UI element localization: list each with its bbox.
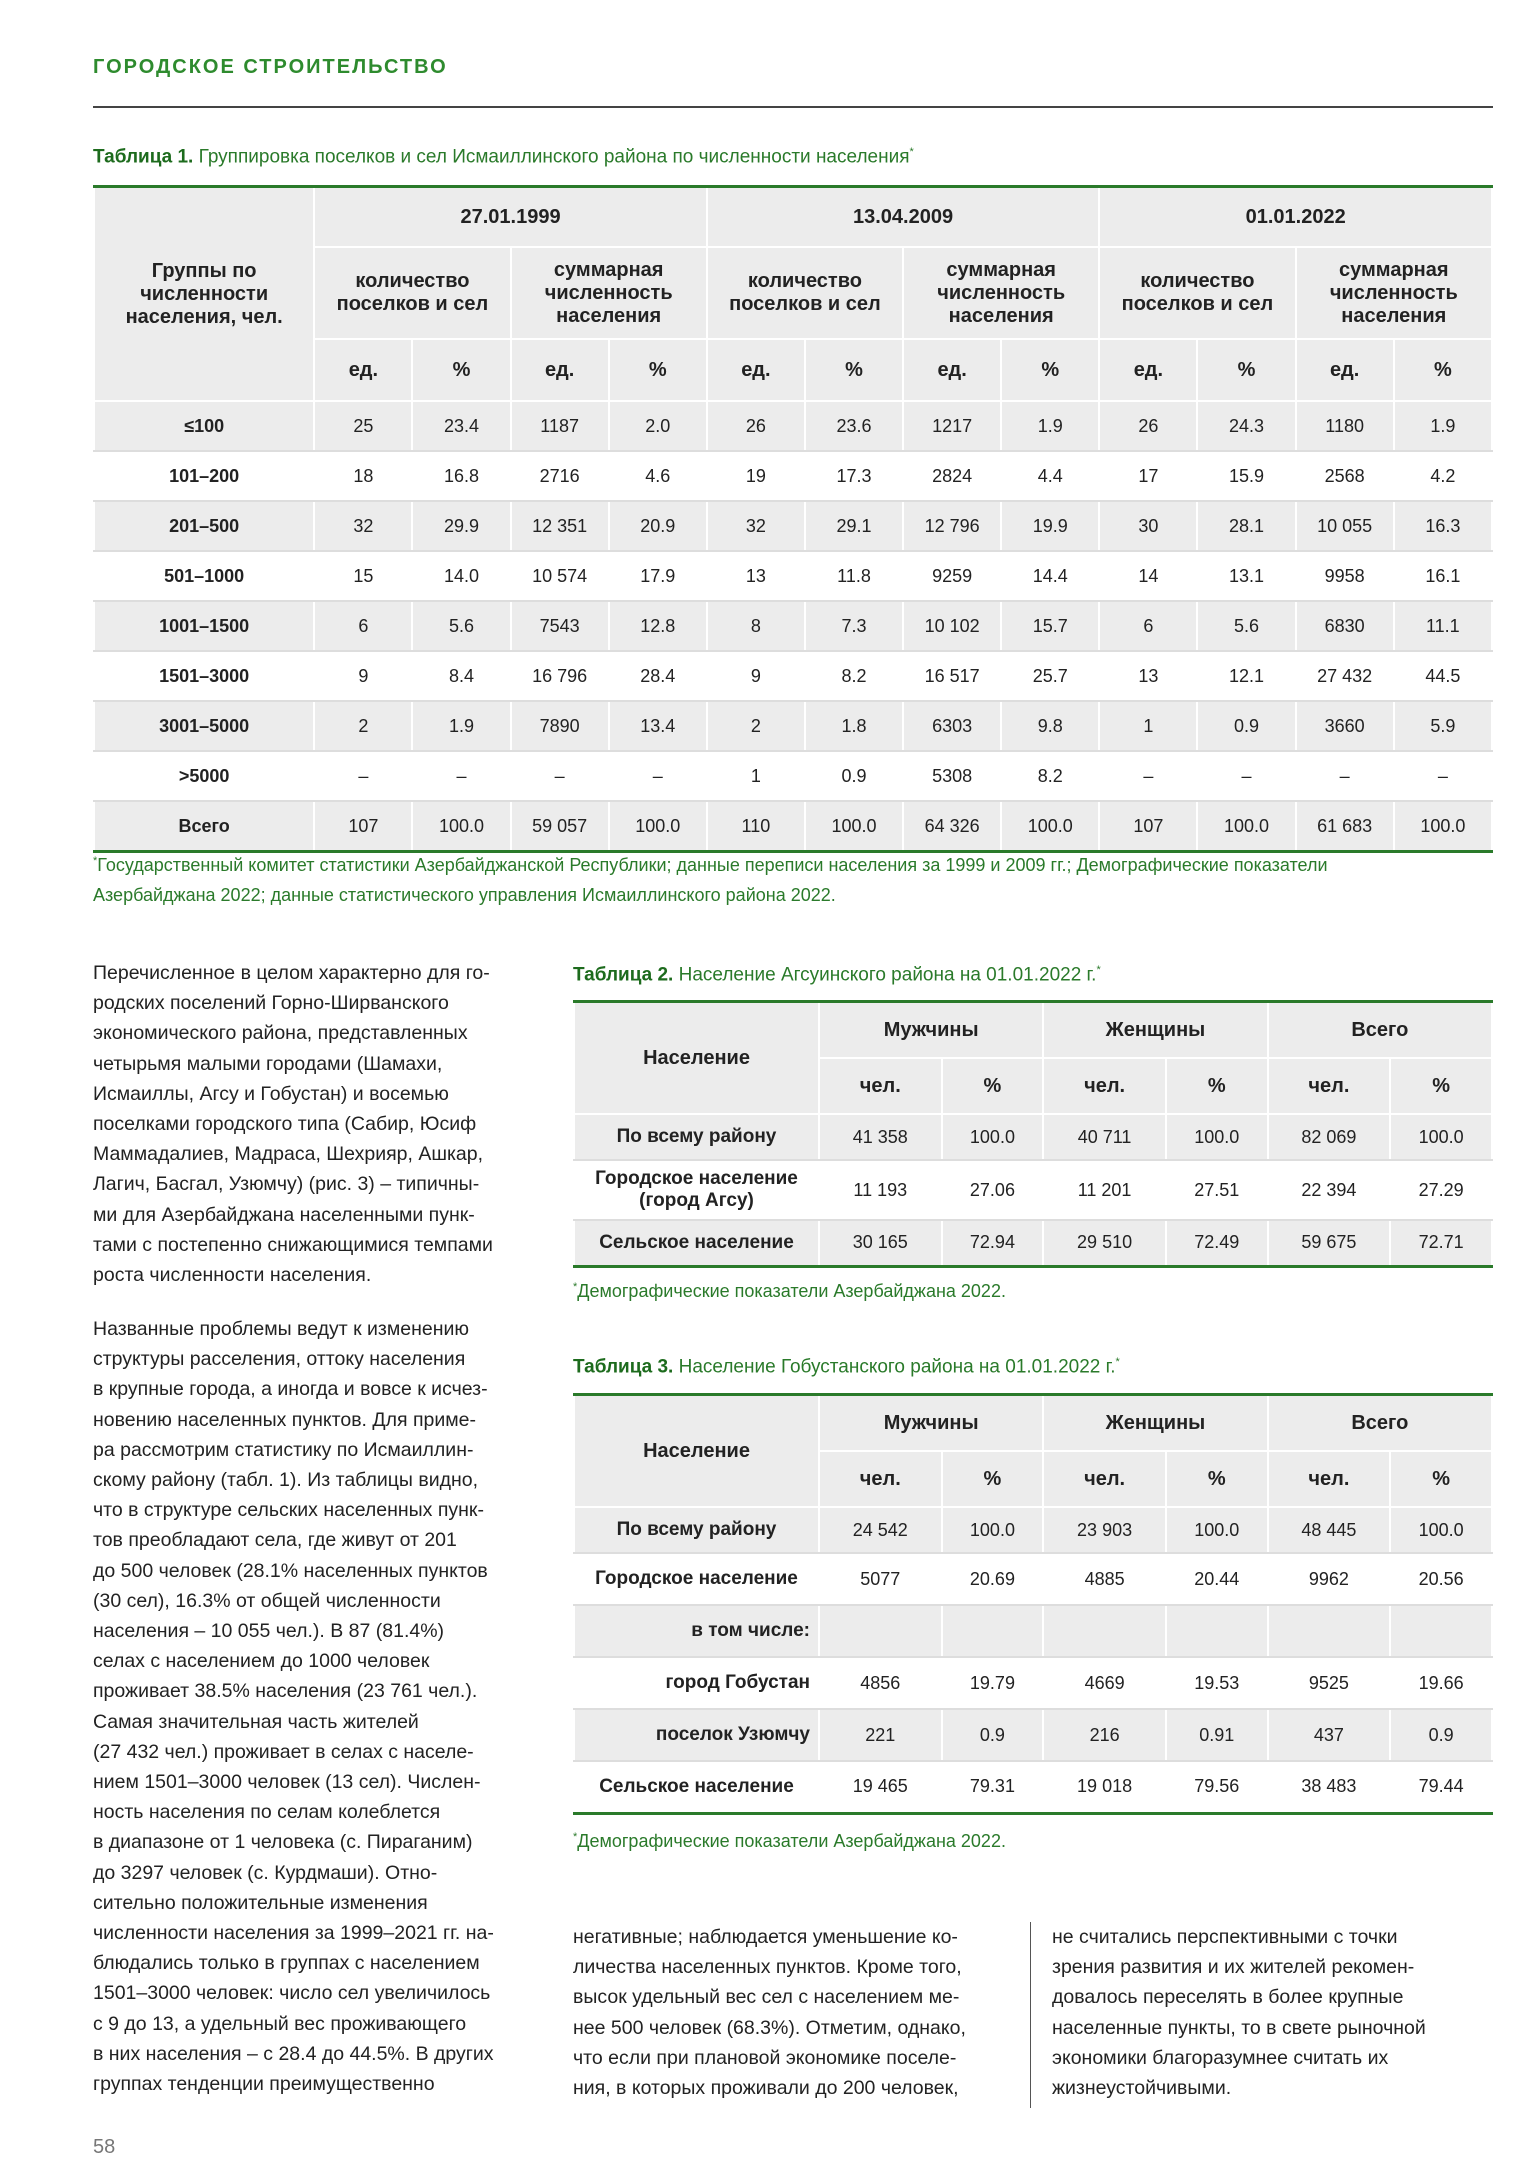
table2-unit: чел. bbox=[1043, 1058, 1166, 1114]
table2-cell: 30 165 bbox=[819, 1220, 942, 1266]
table1-cell: 8 bbox=[707, 601, 805, 651]
table1-note bbox=[93, 846, 1328, 910]
table1-sub-count: количество поселков и сел bbox=[1099, 247, 1295, 339]
table3-cell: 20.69 bbox=[942, 1553, 1044, 1605]
table3-cell: 38 483 bbox=[1268, 1761, 1391, 1813]
table3-row-label: По всему району bbox=[574, 1507, 819, 1553]
table1-cell: 100.0 bbox=[412, 801, 510, 852]
table2-cell: 59 675 bbox=[1268, 1220, 1391, 1266]
table1-caption-text: Группировка поселков и сел Исмаиллинского района по численности населения bbox=[198, 146, 910, 168]
table3-caption-mark: * bbox=[1115, 1356, 1120, 1368]
table1-cell: 13.4 bbox=[609, 701, 707, 751]
table1-cell: 5308 bbox=[903, 751, 1001, 801]
table1-cell: 1.9 bbox=[412, 701, 510, 751]
table1-cell: 1.8 bbox=[805, 701, 903, 751]
table3-unit: % bbox=[942, 1451, 1044, 1507]
table1-row-label: 101–200 bbox=[94, 451, 314, 501]
table1-cell: 100.0 bbox=[805, 801, 903, 852]
table1-cell: 1180 bbox=[1296, 401, 1394, 451]
table2-note-text: Демографические показатели Азербайджана 2022. bbox=[577, 1281, 1006, 1301]
table2-cell: 100.0 bbox=[942, 1114, 1044, 1160]
table1-cell: 2 bbox=[707, 701, 805, 751]
table2-unit: % bbox=[942, 1058, 1044, 1114]
table3-note-mark: * bbox=[573, 1831, 578, 1843]
table2-caption-mark: * bbox=[1096, 964, 1101, 976]
table3-cell: 437 bbox=[1268, 1709, 1391, 1761]
table1-cell: 110 bbox=[707, 801, 805, 852]
table3-cell: 100.0 bbox=[1390, 1507, 1492, 1553]
table1-unit: ед. bbox=[707, 339, 805, 401]
table1-cell: 25 bbox=[314, 401, 412, 451]
table1-row bbox=[94, 601, 1492, 651]
table3-cell bbox=[819, 1605, 942, 1657]
table1-cell: 15.7 bbox=[1001, 601, 1099, 651]
table1-unit: ед. bbox=[1296, 339, 1394, 401]
table3-unit: % bbox=[1390, 1451, 1492, 1507]
table1-sub-pop: суммарная численность населения bbox=[511, 247, 707, 339]
table1-cell: 16.3 bbox=[1394, 501, 1492, 551]
table1-cell: 23.6 bbox=[805, 401, 903, 451]
table3-cell: 19 465 bbox=[819, 1761, 942, 1813]
table2-cell: 82 069 bbox=[1268, 1114, 1391, 1160]
table1-row-label: ≤100 bbox=[94, 401, 314, 451]
table3-unit: чел. bbox=[819, 1451, 942, 1507]
table1-unit: ед. bbox=[511, 339, 609, 401]
table2-col-population: Население bbox=[574, 1002, 819, 1115]
table2-cell: 72.71 bbox=[1390, 1220, 1492, 1266]
table3-col-women: Женщины bbox=[1043, 1395, 1267, 1452]
table1-unit: % bbox=[805, 339, 903, 401]
table2-cell: 41 358 bbox=[819, 1114, 942, 1160]
table1-cell: 14.0 bbox=[412, 551, 510, 601]
table2-note bbox=[573, 1272, 1006, 1306]
table1-cell: 11.1 bbox=[1394, 601, 1492, 651]
table3-note-text: Демографические показатели Азербайджана 2022. bbox=[577, 1831, 1006, 1851]
table3-col-population: Население bbox=[574, 1395, 819, 1508]
table1-cell: 8.2 bbox=[805, 651, 903, 701]
table2-cell: 100.0 bbox=[1166, 1114, 1268, 1160]
table1-cell: 10 574 bbox=[511, 551, 609, 601]
table2-note-mark: * bbox=[573, 1281, 578, 1293]
table1-cell: 9.8 bbox=[1001, 701, 1099, 751]
table2-unit: % bbox=[1166, 1058, 1268, 1114]
table1-unit: ед. bbox=[903, 339, 1001, 401]
table1-cell: 24.3 bbox=[1197, 401, 1295, 451]
table1-row-label: >5000 bbox=[94, 751, 314, 801]
table1-cell: 15 bbox=[314, 551, 412, 601]
table1-cell: 44.5 bbox=[1394, 651, 1492, 701]
table3-cell: 0.9 bbox=[942, 1709, 1044, 1761]
table1-unit: % bbox=[1001, 339, 1099, 401]
table1-cell: 7.3 bbox=[805, 601, 903, 651]
table3-cell bbox=[1390, 1605, 1492, 1657]
table1-cell: – bbox=[1296, 751, 1394, 801]
table1-cell: 13 bbox=[707, 551, 805, 601]
table1-row bbox=[94, 701, 1492, 751]
table1-date-2009: 13.04.2009 bbox=[707, 187, 1100, 248]
table1-row bbox=[94, 451, 1492, 501]
table1-cell: 0.9 bbox=[1197, 701, 1295, 751]
table2-row-label: Сельское население bbox=[574, 1220, 819, 1266]
table1-cell: 9259 bbox=[903, 551, 1001, 601]
table3-body bbox=[574, 1507, 1492, 1813]
table3-row-label: в том числе: bbox=[574, 1605, 819, 1657]
table2-body bbox=[574, 1114, 1492, 1266]
table1-cell: 16 796 bbox=[511, 651, 609, 701]
table1-cell: 8.4 bbox=[412, 651, 510, 701]
table1-unit: % bbox=[609, 339, 707, 401]
table1-cell: 29.9 bbox=[412, 501, 510, 551]
table1-cell: 2.0 bbox=[609, 401, 707, 451]
table1-note-line2: Азербайджана 2022; данные статистического управления Исмаиллинского района 2022. bbox=[93, 885, 836, 905]
table2-cell: 40 711 bbox=[1043, 1114, 1166, 1160]
table1-cell: 8.2 bbox=[1001, 751, 1099, 801]
table1-caption-mark: * bbox=[909, 146, 914, 158]
table1-cell: 1.9 bbox=[1001, 401, 1099, 451]
table1-cell: 11.8 bbox=[805, 551, 903, 601]
body-col2: негативные; наблюдается уменьшение ко- личества населенных пунктов. Кроме того, высок удельный вес сел с населением ме- нее 500 человек (68.3%). Отметим, однако, что если при плановой экономике поселе- ния, в которых проживали до 200 человек, bbox=[573, 1926, 966, 2100]
table2-col-men: Мужчины bbox=[819, 1002, 1043, 1059]
table3-cell: 216 bbox=[1043, 1709, 1166, 1761]
table3-cell: 0.91 bbox=[1166, 1709, 1268, 1761]
table1-date-2022: 01.01.2022 bbox=[1099, 187, 1492, 248]
table3-row bbox=[574, 1553, 1492, 1605]
table1-sub-count: количество поселков и сел bbox=[707, 247, 903, 339]
table1-cell: 4.4 bbox=[1001, 451, 1099, 501]
table3-cell: 19.53 bbox=[1166, 1657, 1268, 1709]
table1-row-label: 1001–1500 bbox=[94, 601, 314, 651]
table1-row bbox=[94, 801, 1492, 852]
table2-unit: чел. bbox=[1268, 1058, 1391, 1114]
table1-cell: 9958 bbox=[1296, 551, 1394, 601]
table1-row-label: 3001–5000 bbox=[94, 701, 314, 751]
body-col3: не считались перспективными с точки зрения развития и их жителей рекомен- довалось переселять в более крупные населенные пункты, то в свете рыночной экономики благоразумнее считать их жизнеустойчивыми. bbox=[1052, 1926, 1426, 2100]
table1-cell: 19 bbox=[707, 451, 805, 501]
table1-row bbox=[94, 401, 1492, 451]
table3-row-label: город Гобустан bbox=[574, 1657, 819, 1709]
table1-unit: % bbox=[1394, 339, 1492, 401]
table3-cell: 100.0 bbox=[942, 1507, 1044, 1553]
table1-cell: 61 683 bbox=[1296, 801, 1394, 852]
table1-unit: % bbox=[1197, 339, 1295, 401]
table2-col-total: Всего bbox=[1268, 1002, 1492, 1059]
table2-unit: % bbox=[1390, 1058, 1492, 1114]
table1-cell: 5.6 bbox=[1197, 601, 1295, 651]
body-col1-paragraph1: Перечисленное в целом характерно для го- родских поселений Горно-Ширванского экономического района, представленных четырьмя малыми городами (Шамахи, Исмаиллы, Агсу и Гобустан) и восемью поселками городского типа (Сабир, Юсиф Маммадалиев, Мадраса, Шехрияр, Ашкар, Лагич, Басгал, Узюмчу) (рис. 3) – типичны- ми для Азербайджана населенными пунк- тами с постепенно снижающимися темпами роста численности населения. bbox=[93, 962, 493, 1287]
table1-caption bbox=[93, 146, 914, 168]
table3-row bbox=[574, 1761, 1492, 1813]
table3-cell: 79.44 bbox=[1390, 1761, 1492, 1813]
table1-cell: 100.0 bbox=[1197, 801, 1295, 852]
table3-cell: 20.44 bbox=[1166, 1553, 1268, 1605]
table1-cell: 9 bbox=[314, 651, 412, 701]
table1-cell: 2568 bbox=[1296, 451, 1394, 501]
table3-row-label: поселок Узюмчу bbox=[574, 1709, 819, 1761]
table1-cell: 28.4 bbox=[609, 651, 707, 701]
table2-cell: 29 510 bbox=[1043, 1220, 1166, 1266]
table3-cell: 221 bbox=[819, 1709, 942, 1761]
table3-cell: 4856 bbox=[819, 1657, 942, 1709]
table1-cell: 10 055 bbox=[1296, 501, 1394, 551]
table3-cell bbox=[1043, 1605, 1166, 1657]
table2-row bbox=[574, 1220, 1492, 1266]
table1-note-mark: * bbox=[93, 855, 98, 867]
table2-cell: 72.49 bbox=[1166, 1220, 1268, 1266]
body-col1-paragraph2: Названные проблемы ведут к изменению структуры расселения, оттоку населения в крупные города, а иногда и вовсе к исчез- новению населенных пунктов. Для приме- ра рассмотрим статистику по Исмаиллин- скому району (табл. 1). Из таблицы видно, что в структуре сельских населенных пунк- тов преобладают села, где живут от 201 до 500 человек (28.1% населенных пунктов (30 сел), 16.3% от общей численности населения – 10 055 чел.). В 87 (81.4%) селах с населением до 1000 человек проживает 38.5% населения (23 761 чел.). Самая значительная часть жителей (27 432 чел.) проживает в селах с населе- нием 1501–3000 человек (13 сел). Числен- ность населения по селам колеблется в диапазоне от 1 человека (с. Пираганим) до 3297 человек (с. Курдмаши). Отно- сительно положительные изменения численности населения за 1999–2021 гг. на- блюдались только в группах с населением 1501–3000 человек: число сел увеличилось с 9 до 13, а удельный вес проживающего в них населения – с 28.4 до 44.5%. В других группах тенденции преимущественно bbox=[93, 1318, 494, 2096]
table1-cell: 23.4 bbox=[412, 401, 510, 451]
section-title: ГОРОДСКОЕ СТРОИТЕЛЬСТВО bbox=[93, 56, 448, 78]
table1-cell: 5.9 bbox=[1394, 701, 1492, 751]
table3-cell bbox=[1268, 1605, 1391, 1657]
table2-caption-label: Таблица 2. bbox=[573, 964, 674, 986]
table1-sub-count: количество поселков и сел bbox=[314, 247, 510, 339]
table1-group-header: Группы по численности населения, чел. bbox=[94, 187, 314, 402]
table1-cell: 13 bbox=[1099, 651, 1197, 701]
table1-cell: – bbox=[609, 751, 707, 801]
table1-cell: 16.1 bbox=[1394, 551, 1492, 601]
table1-cell: 16 517 bbox=[903, 651, 1001, 701]
table1-row bbox=[94, 751, 1492, 801]
table3-cell: 20.56 bbox=[1390, 1553, 1492, 1605]
table1-date-1999: 27.01.1999 bbox=[314, 187, 707, 248]
table2-cell: 27.29 bbox=[1390, 1160, 1492, 1220]
table3-note bbox=[573, 1822, 1006, 1856]
table1-sub-pop: суммарная численность населения bbox=[903, 247, 1099, 339]
table3-unit: % bbox=[1166, 1451, 1268, 1507]
table1-row-label: Всего bbox=[94, 801, 314, 852]
table2-caption bbox=[573, 964, 1101, 986]
table1 bbox=[93, 185, 1493, 853]
table3-cell: 19.66 bbox=[1390, 1657, 1492, 1709]
table1-cell: 19.9 bbox=[1001, 501, 1099, 551]
table1-caption-label: Таблица 1. bbox=[93, 146, 194, 168]
table1-row-label: 1501–3000 bbox=[94, 651, 314, 701]
table1-cell: 6 bbox=[1099, 601, 1197, 651]
table2-cell: 11 193 bbox=[819, 1160, 942, 1220]
table3-cell: 9525 bbox=[1268, 1657, 1391, 1709]
table2-cell: 100.0 bbox=[1390, 1114, 1492, 1160]
table1-cell: 4.6 bbox=[609, 451, 707, 501]
table3-row bbox=[574, 1605, 1492, 1657]
table1-unit: ед. bbox=[1099, 339, 1197, 401]
table1-cell: 2716 bbox=[511, 451, 609, 501]
table2-row bbox=[574, 1114, 1492, 1160]
header-rule bbox=[93, 106, 1493, 108]
table1-cell: 6 bbox=[314, 601, 412, 651]
table1-cell: 7543 bbox=[511, 601, 609, 651]
table1-cell: 32 bbox=[707, 501, 805, 551]
table2-cell: 27.51 bbox=[1166, 1160, 1268, 1220]
table2-cell: 72.94 bbox=[942, 1220, 1044, 1266]
table1-cell: 26 bbox=[707, 401, 805, 451]
table1-cell: 107 bbox=[1099, 801, 1197, 852]
table3-row bbox=[574, 1507, 1492, 1553]
table1-cell: 32 bbox=[314, 501, 412, 551]
table1-cell: 16.8 bbox=[412, 451, 510, 501]
table1-cell: 0.9 bbox=[805, 751, 903, 801]
table1-cell: 1187 bbox=[511, 401, 609, 451]
table3-caption bbox=[573, 1356, 1120, 1378]
table3-cell: 4885 bbox=[1043, 1553, 1166, 1605]
table1-cell: 2824 bbox=[903, 451, 1001, 501]
table3-cell: 23 903 bbox=[1043, 1507, 1166, 1553]
table3-unit: чел. bbox=[1268, 1451, 1391, 1507]
table1-cell: 12 796 bbox=[903, 501, 1001, 551]
table1-cell: 30 bbox=[1099, 501, 1197, 551]
table2-cell: 22 394 bbox=[1268, 1160, 1391, 1220]
table1-cell: 26 bbox=[1099, 401, 1197, 451]
table1-cell: 1 bbox=[707, 751, 805, 801]
table1-row bbox=[94, 651, 1492, 701]
table1-cell: 12 351 bbox=[511, 501, 609, 551]
table3-cell: 9962 bbox=[1268, 1553, 1391, 1605]
table1-cell: 12.1 bbox=[1197, 651, 1295, 701]
table3-row-label: Сельское население bbox=[574, 1761, 819, 1813]
table1-cell: 20.9 bbox=[609, 501, 707, 551]
table3-cell bbox=[942, 1605, 1044, 1657]
table1-row bbox=[94, 551, 1492, 601]
table3-col-men: Мужчины bbox=[819, 1395, 1043, 1452]
table1-row-label: 201–500 bbox=[94, 501, 314, 551]
table2 bbox=[573, 1000, 1493, 1268]
table1-cell: 2 bbox=[314, 701, 412, 751]
table1-cell: – bbox=[1394, 751, 1492, 801]
table1-cell: 5.6 bbox=[412, 601, 510, 651]
table3-cell: 5077 bbox=[819, 1553, 942, 1605]
table3-caption-text: Население Гобустанского района на 01.01.2022 г. bbox=[678, 1356, 1116, 1378]
table1-cell: 100.0 bbox=[609, 801, 707, 852]
table1-sub-pop: суммарная численность населения bbox=[1296, 247, 1492, 339]
table1-cell: 100.0 bbox=[1001, 801, 1099, 852]
table3 bbox=[573, 1393, 1493, 1815]
table1-cell: 27 432 bbox=[1296, 651, 1394, 701]
table3-col-total: Всего bbox=[1268, 1395, 1492, 1452]
table3-row-label: Городское население bbox=[574, 1553, 819, 1605]
table1-cell: 6303 bbox=[903, 701, 1001, 751]
table1-cell: 17.3 bbox=[805, 451, 903, 501]
table1-cell: 15.9 bbox=[1197, 451, 1295, 501]
table2-unit: чел. bbox=[819, 1058, 942, 1114]
table2-cell: 27.06 bbox=[942, 1160, 1044, 1220]
table1-cell: 14 bbox=[1099, 551, 1197, 601]
table1-cell: 6830 bbox=[1296, 601, 1394, 651]
table2-cell: 11 201 bbox=[1043, 1160, 1166, 1220]
table3-cell: 100.0 bbox=[1166, 1507, 1268, 1553]
table2-row bbox=[574, 1160, 1492, 1220]
table1-cell: 59 057 bbox=[511, 801, 609, 852]
table3-cell: 0.9 bbox=[1390, 1709, 1492, 1761]
table1-cell: 25.7 bbox=[1001, 651, 1099, 701]
table1-cell: 12.8 bbox=[609, 601, 707, 651]
table1-cell: 10 102 bbox=[903, 601, 1001, 651]
table1-row-label: 501–1000 bbox=[94, 551, 314, 601]
table3-cell: 19.79 bbox=[942, 1657, 1044, 1709]
table1-cell: – bbox=[1197, 751, 1295, 801]
table1-cell: 1 bbox=[1099, 701, 1197, 751]
table3-cell: 24 542 bbox=[819, 1507, 942, 1553]
table2-caption-text: Население Агсуинского района на 01.01.2022 г. bbox=[678, 964, 1097, 986]
table3-unit: чел. bbox=[1043, 1451, 1166, 1507]
table1-cell: 18 bbox=[314, 451, 412, 501]
table2-col-women: Женщины bbox=[1043, 1002, 1267, 1059]
table1-cell: – bbox=[412, 751, 510, 801]
table1-cell: 9 bbox=[707, 651, 805, 701]
table3-cell: 19 018 bbox=[1043, 1761, 1166, 1813]
table1-cell: 14.4 bbox=[1001, 551, 1099, 601]
table1-cell: 1.9 bbox=[1394, 401, 1492, 451]
table1-cell: 28.1 bbox=[1197, 501, 1295, 551]
page-number: 58 bbox=[93, 2136, 116, 2158]
table2-row-label: Городское население (город Агсу) bbox=[574, 1160, 819, 1220]
table1-unit: ед. bbox=[314, 339, 412, 401]
table3-cell: 79.31 bbox=[942, 1761, 1044, 1813]
table1-cell: 64 326 bbox=[903, 801, 1001, 852]
table3-caption-label: Таблица 3. bbox=[573, 1356, 674, 1378]
table1-cell: 29.1 bbox=[805, 501, 903, 551]
table1-cell: 4.2 bbox=[1394, 451, 1492, 501]
table1-cell: – bbox=[511, 751, 609, 801]
table3-cell: 4669 bbox=[1043, 1657, 1166, 1709]
table1-cell: 1217 bbox=[903, 401, 1001, 451]
table1-cell: 7890 bbox=[511, 701, 609, 751]
table1-cell: 17.9 bbox=[609, 551, 707, 601]
table3-row bbox=[574, 1657, 1492, 1709]
table3-row bbox=[574, 1709, 1492, 1761]
table3-cell: 48 445 bbox=[1268, 1507, 1391, 1553]
table1-note-line1: Государственный комитет статистики Азербайджанской Республики; данные переписи населения за 1999 и 2009 гг.; Демографические показатели bbox=[97, 855, 1328, 875]
table1-cell: 13.1 bbox=[1197, 551, 1295, 601]
table1-cell: – bbox=[314, 751, 412, 801]
table1-cell: 3660 bbox=[1296, 701, 1394, 751]
table1-cell: – bbox=[1099, 751, 1197, 801]
table1-cell: 17 bbox=[1099, 451, 1197, 501]
table3-cell: 79.56 bbox=[1166, 1761, 1268, 1813]
table3-cell bbox=[1166, 1605, 1268, 1657]
table1-row bbox=[94, 501, 1492, 551]
table1-body bbox=[94, 401, 1492, 852]
table1-cell: 100.0 bbox=[1394, 801, 1492, 852]
table1-cell: 107 bbox=[314, 801, 412, 852]
table2-row-label: По всему району bbox=[574, 1114, 819, 1160]
column-divider bbox=[1030, 1922, 1031, 2108]
table1-unit: % bbox=[412, 339, 510, 401]
